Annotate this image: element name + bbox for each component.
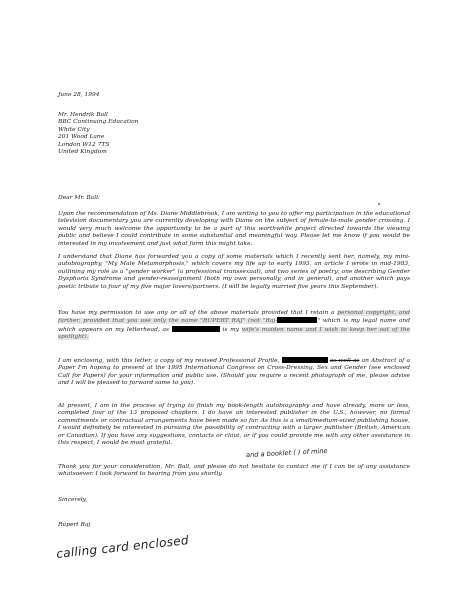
redaction-bar	[277, 317, 317, 323]
letter-date: June 28, 1994	[58, 92, 100, 98]
salutation: Dear Mr. Ball:	[58, 195, 100, 201]
paragraph-offer: Upon the recommendation of Ms. Diane Middlebrook, I am writing to you to offer my participation in the educational television documentary you are currently developing with Diane on the subject of female-to-male gender crossing. I would very much welcome the opportunity to be a part of this worthwhile project directed towards the viewing public and believe I could contribute in some substantial and meaningful way. Please let me know if you would be interested in my involvement and just what form this might take.	[58, 211, 410, 247]
text-run: an Abstract of a Paper I'm hoping to present at the 1995 International Congress on Cross-Dressing, Sex and Gender (see enclosed Call for Papers) for your information and public use. (Should you require a recent photograph of me, please advise and I will be pleased to forward same to you).	[58, 358, 410, 387]
redaction-bar	[282, 357, 328, 363]
signer-name: Rupert Raj	[58, 522, 91, 528]
text-run: is my	[222, 326, 240, 333]
closing: Sincerely,	[58, 497, 88, 503]
address-line: United Kingdom	[58, 149, 107, 156]
paragraph-permission	[58, 310, 410, 342]
text-run: " which is my legal name and which appears on my letterhead, as	[58, 318, 411, 333]
struck-text: as well as	[329, 358, 360, 364]
redaction-bar	[172, 326, 220, 332]
handwritten-insert: and a booklet ( ) of mine	[245, 446, 328, 460]
paragraph-autobiography: At present, I am in the process of trying to finish my book-length autobiography and have already, more or less, completed four of the 13 proposed chapters. I do have an interested publisher in the U.S., however, no formal commitments or contractual arrangements have been made so far. As this is a small/medium-sized publishing house, I would definitely be interested in pursuing the possibility of contracting with a larger publisher (British, American or Canadian). If you have any suggestions, contacts or clout, or if you could provide me with any other assistance in this respect, I would be most grateful.	[58, 403, 410, 447]
address-line: 201 Wood Lane	[58, 134, 105, 141]
text-run: I am enclosing, with this letter, a copy of my revised Professional Profile,	[58, 358, 280, 364]
ink-speck	[378, 203, 380, 205]
paragraph-thanks: Thank you for your consideration, Mr. Ball, and please do not hesitate to contact me if I can be of any assistance whatsoever. I look forward to hearing from you shortly.	[58, 464, 410, 478]
paragraph-materials: I understand that Diane has forwarded you a copy of some materials which I recently sent her, namely, my mini-autobiography, "My Male Metamorphosis," which covers my life up to early 1993, an article I wrote in mid-1983, outlining my role as a "gender worker" (a professional transsexual), and two series of poetry: one describing Gender Dysphoria Syndrome and gender-reassignment (both my own personally, and in general), and another which pays poetic tribute to four of my five major lovers/partners. (I will be legally married five years this September).	[58, 254, 410, 290]
text-run: You have my permission to use any or all of the above materials provided that I retain a	[58, 310, 335, 316]
address-line: BBC Continuing Education	[58, 119, 139, 126]
highlighted-text: wife's maiden name and I wish to keep her out of the spotlight).	[58, 326, 411, 341]
highlighted-text: personal copyright, and further, provided that you use only the name "RUPERT RAJ" (not "Raj-	[58, 310, 410, 325]
address-line: Mr. Hendrik Ball	[58, 112, 108, 118]
address-line: London W12 7TS	[58, 141, 110, 148]
paragraph-enclosures	[58, 357, 410, 388]
handwritten-note: calling card enclosed	[55, 533, 190, 561]
address-line: White City	[58, 126, 90, 133]
recipient-address	[58, 112, 410, 157]
